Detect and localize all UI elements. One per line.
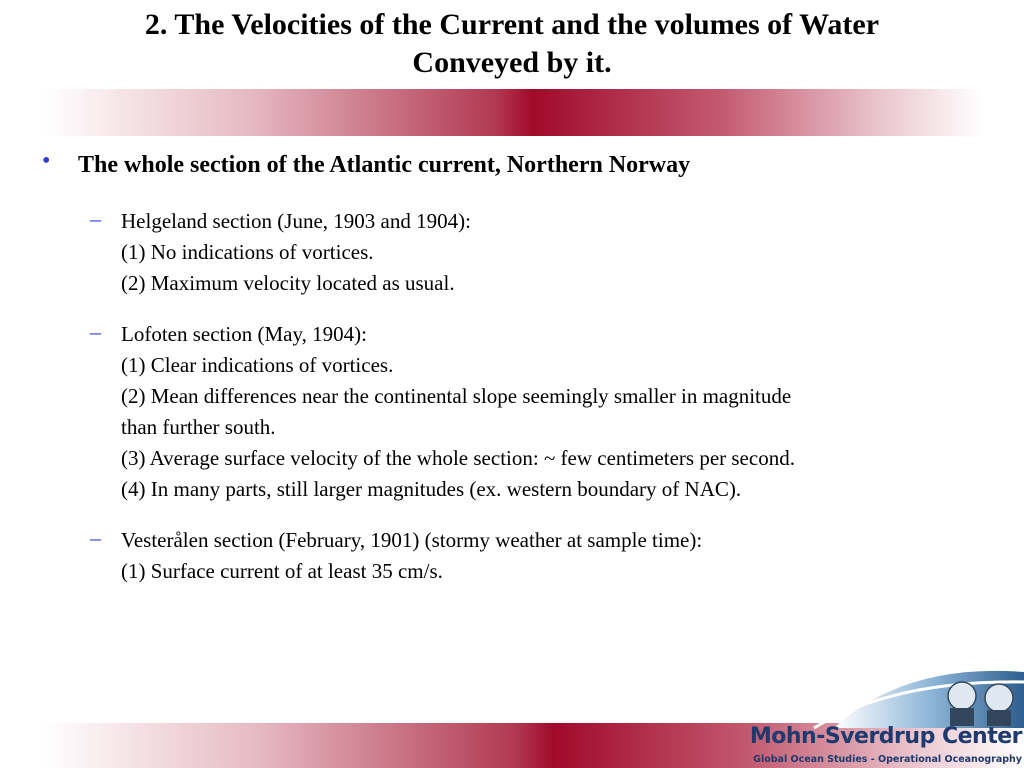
- mohn-sverdrup-logo: [749, 668, 1024, 768]
- title-line-2: Conveyed by it.: [412, 46, 612, 79]
- main-bullet-text: The whole section of the Atlantic current, Northern Norway: [78, 152, 691, 178]
- section-line: Lofoten section (May, 1904):: [121, 322, 367, 346]
- dash-icon: –: [90, 206, 101, 231]
- slide-title: [40, 6, 984, 82]
- section-line: (1) No indications of vortices.: [121, 240, 374, 264]
- dash-icon: –: [90, 525, 101, 550]
- section-line: (2) Maximum velocity located as usual.: [121, 271, 455, 295]
- section-line: Helgeland section (June, 1903 and 1904):: [121, 209, 471, 233]
- top-decorative-band: [44, 89, 984, 136]
- section-line: than further south.: [121, 415, 276, 439]
- section-line: (3) Average surface velocity of the whole section: ~ few centimeters per second.: [121, 446, 795, 470]
- logo-name: Mohn-Sverdrup Center: [749, 724, 1022, 749]
- logo-wave-icon: [794, 668, 1024, 730]
- section-line: (2) Mean differences near the continental slope seemingly smaller in magnitude: [121, 384, 792, 408]
- dash-icon: –: [90, 319, 101, 344]
- bullet-dot-icon: •: [42, 148, 51, 174]
- section-line: Vesterålen section (February, 1901) (stormy weather at sample time):: [121, 528, 703, 552]
- title-line-1: 2. The Velocities of the Current and the volumes of Water: [144, 8, 880, 41]
- section-line: (1) Clear indications of vortices.: [121, 353, 394, 377]
- section-line: (4) In many parts, still larger magnitudes (ex. western boundary of NAC).: [121, 477, 742, 501]
- logo-tagline: Global Ocean Studies - Operational Oceanography: [753, 754, 1022, 765]
- section-line: (1) Surface current of at least 35 cm/s.: [121, 559, 443, 583]
